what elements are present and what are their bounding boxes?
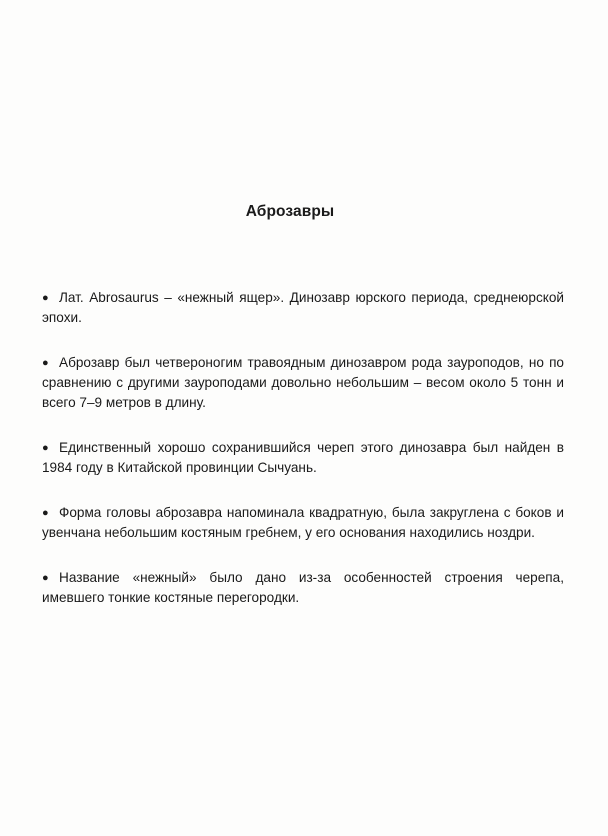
page-title: Аброзавры: [245, 203, 335, 220]
paragraph-text: Название «нежный» было дано из-за особенностей строения черепа, имевшего тонкие костяные перегородки.: [42, 570, 564, 605]
bullet-icon: ●: [42, 442, 49, 454]
bullet-icon: ●: [42, 357, 49, 369]
list-item: [42, 353, 564, 413]
paragraph-text: Лат. Abrosaurus – «нежный ящер». Динозавр юрского периода, среднеюрской эпохи.: [42, 290, 564, 325]
bullet-icon: ●: [42, 572, 49, 584]
bullet-icon: ●: [42, 292, 49, 304]
list-item: [42, 438, 564, 478]
bullet-icon: ●: [42, 507, 49, 519]
list-item: [42, 503, 564, 543]
paragraph-text: Форма головы аброзавра напоминала квадратную, была закруглена с боков и увенчана небольшим костяным гребнем, у его основания находились ноздри.: [42, 505, 564, 540]
list-item: [42, 288, 564, 328]
list-item: [42, 568, 564, 608]
bullet-list: [42, 288, 564, 633]
paragraph-text: Аброзавр был четвероногим травоядным динозавром рода зауроподов, но по сравнению с другими зауроподами довольно небольшим – весом около 5 тонн и всего 7–9 метров в длину.: [42, 355, 564, 410]
paragraph-text: Единственный хорошо сохранившийся череп этого динозавра был найден в 1984 году в Китайской провинции Сычуань.: [42, 440, 564, 475]
